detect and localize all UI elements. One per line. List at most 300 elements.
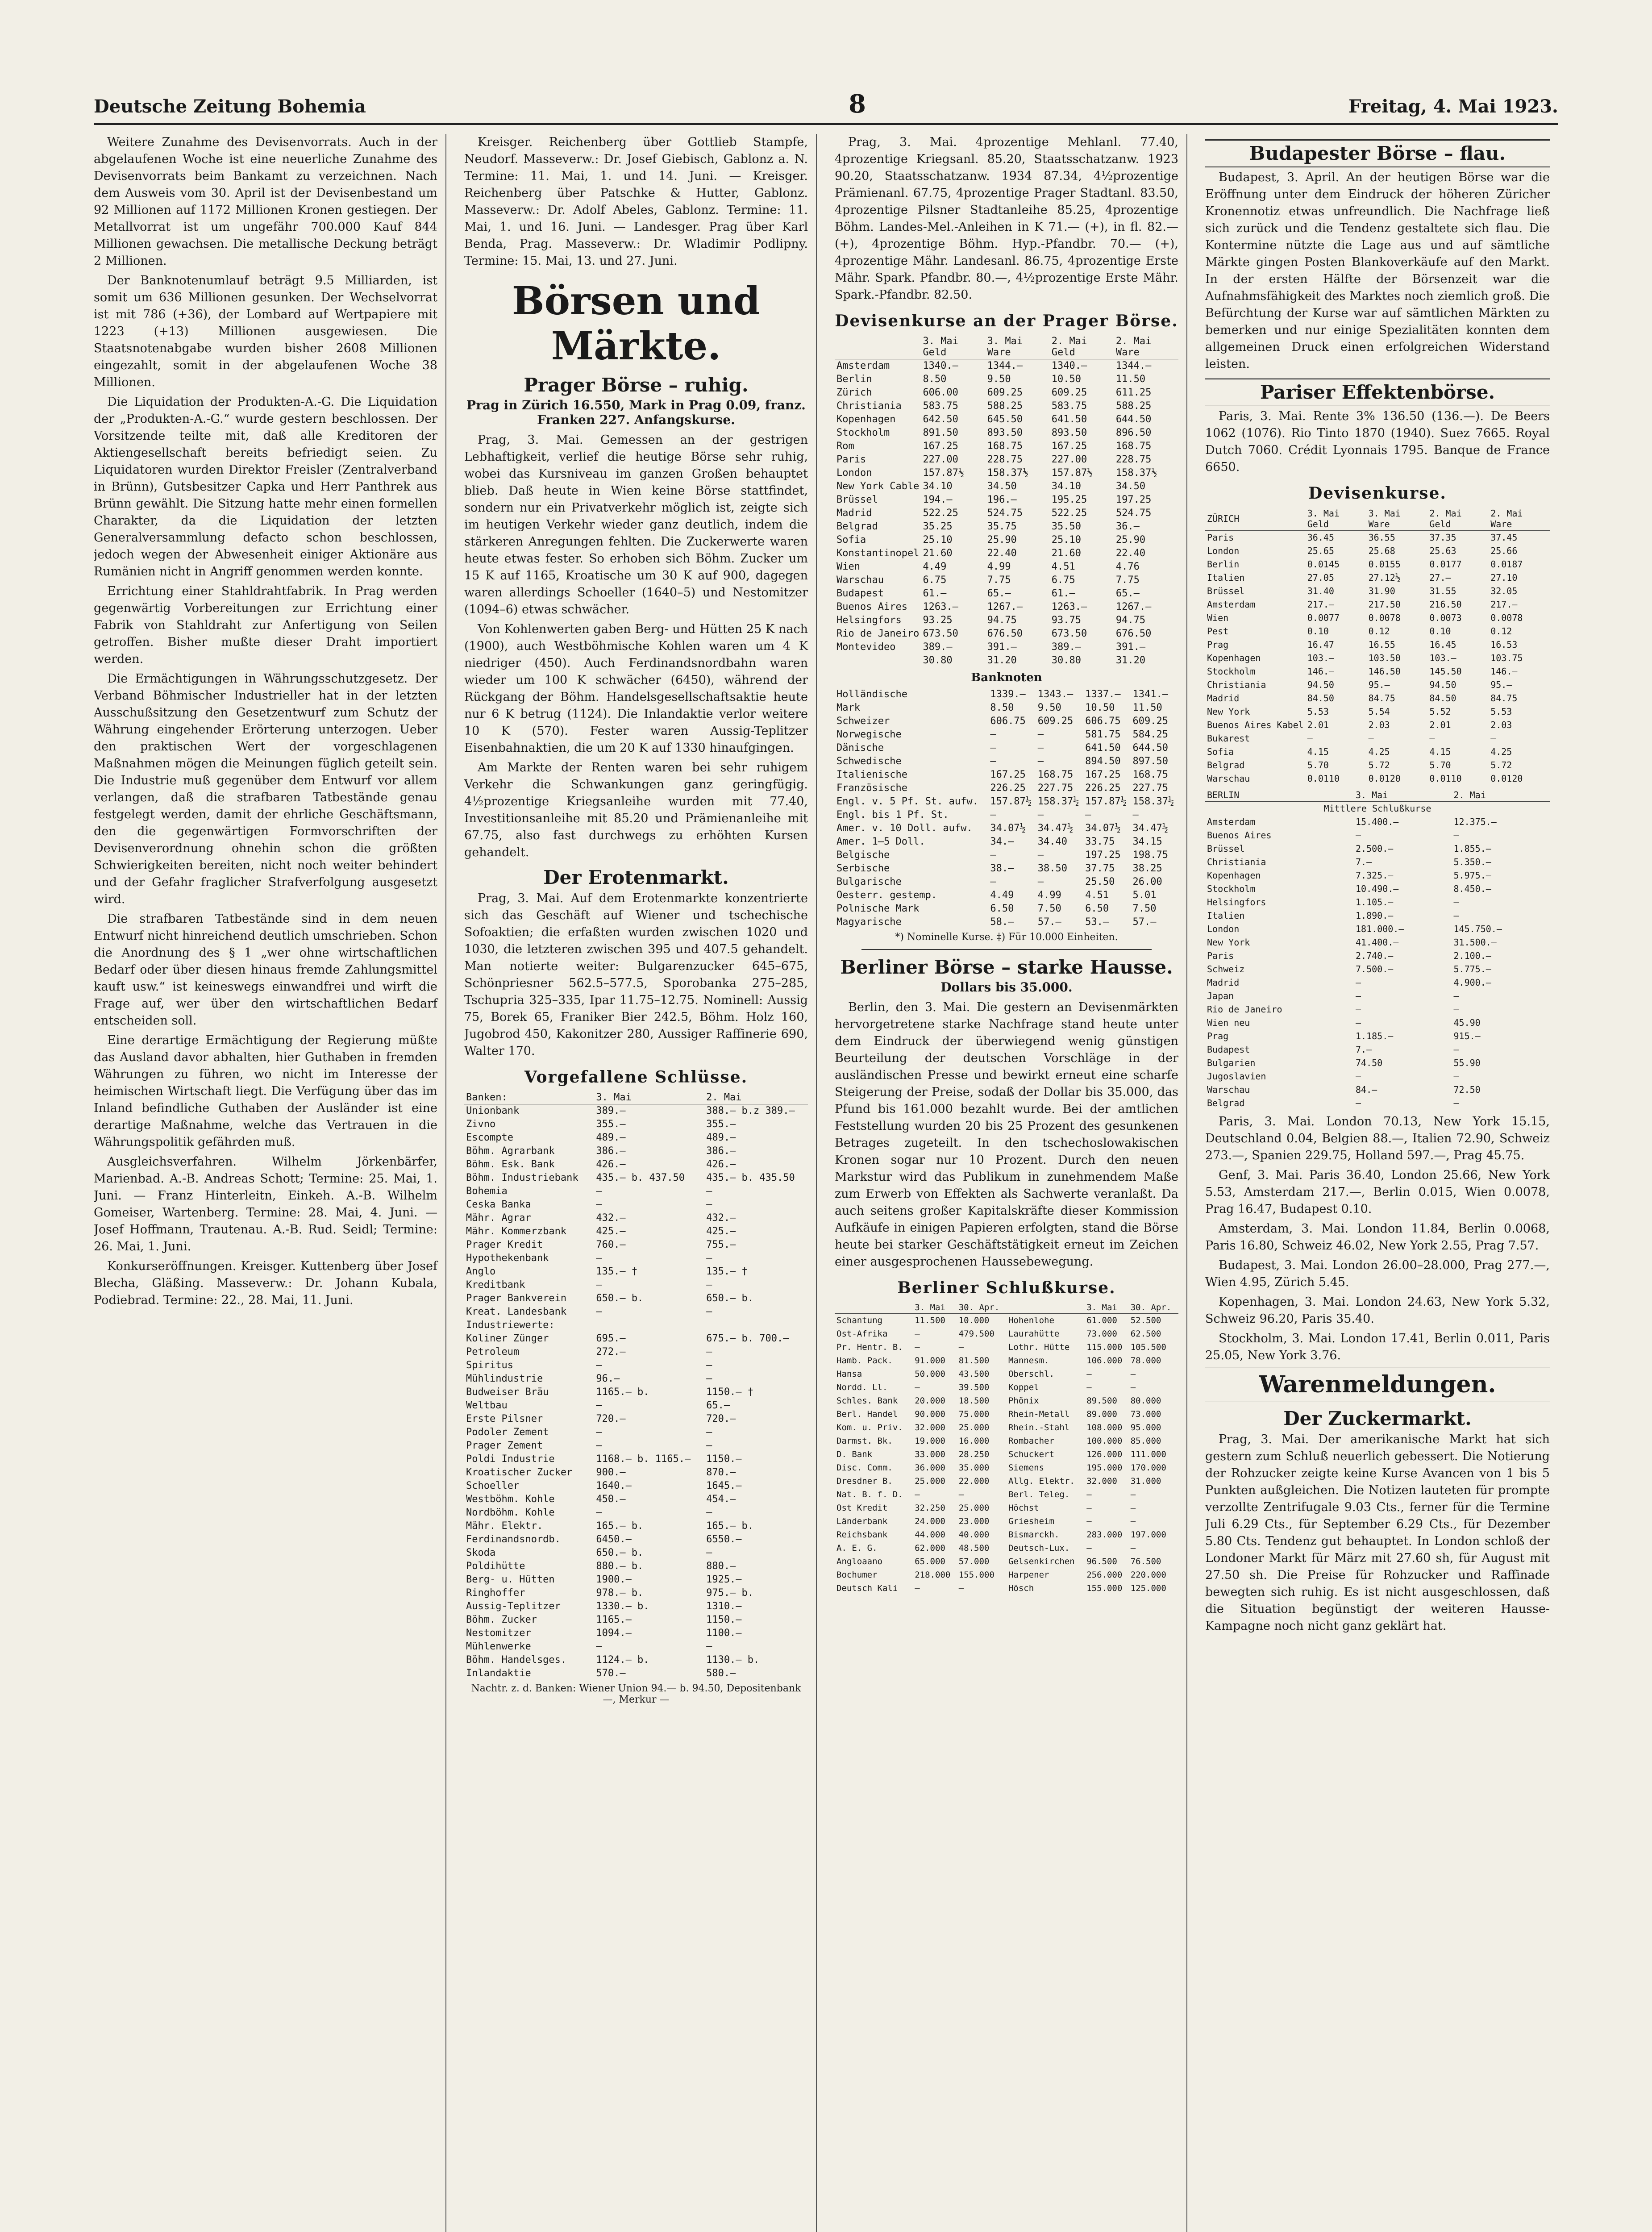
- table-cell: 90.000: [915, 1409, 945, 1419]
- table-cell: Mühlenwerke: [466, 1641, 531, 1652]
- table-row: [1205, 638, 1550, 651]
- table-row: [1205, 625, 1550, 638]
- table-cell: Poldihütte: [466, 1561, 525, 1572]
- table-row: [835, 1461, 1178, 1474]
- table-row: [1205, 1083, 1550, 1096]
- table-cell: 584.25: [1132, 729, 1169, 740]
- table-row: [1205, 1043, 1550, 1056]
- article-paragraph: Die strafbaren Tatbestände sind in dem neuen Entwurf nicht hinreichend deutlich umschrieben. Schon die Anordnung des § 1 „wer ohne wirtschaftlichen Bedarf oder über diesen hinaus fremde Zahlungsmittel kauft usw.“ ist keineswegs einwandfrei und wirft die Frage auf, wer über den wirtschaftlichen Bedarf entscheiden soll.: [94, 912, 437, 1028]
- table-cell: —: [1086, 1516, 1092, 1526]
- table-cell: New York Cable: [836, 481, 920, 492]
- table-cell: 2.01: [1429, 720, 1451, 730]
- table-cell: 425.—: [596, 1226, 626, 1237]
- table-header-cell: 2. Mai Geld: [1050, 335, 1114, 359]
- table-cell: Gelsenkirchen: [1008, 1557, 1075, 1566]
- table-cell: 227.75: [1132, 783, 1169, 794]
- table-row: [1205, 989, 1550, 1003]
- table-cell: Magyarische: [836, 916, 902, 928]
- table-cell: Wien neu: [1207, 1017, 1250, 1028]
- table-cell: London: [836, 467, 872, 479]
- table-cell: 25.66: [1490, 546, 1518, 556]
- table-row: [1205, 855, 1550, 869]
- table-cell: —: [1453, 1071, 1459, 1082]
- table-cell: 609.25: [987, 387, 1023, 398]
- table-header-cell: 2. Mai Ware: [1114, 335, 1178, 359]
- table-row: [464, 1171, 808, 1185]
- table-row: [835, 520, 1178, 533]
- table-cell: Rhein.-Stahl: [1008, 1423, 1070, 1432]
- table-cell: 84.75: [1490, 693, 1518, 704]
- table-row: [464, 1131, 808, 1145]
- table-cell: 30.80: [1051, 655, 1081, 666]
- table-cell: 580.—: [706, 1668, 736, 1679]
- table-cell: 386.—: [596, 1145, 626, 1157]
- table-row: [464, 1238, 808, 1252]
- table-cell: —: [1130, 1490, 1136, 1499]
- table-cell: 1263.—: [1051, 601, 1087, 612]
- table-cell: 7.50: [1037, 903, 1061, 914]
- table-cell: 22.000: [958, 1476, 990, 1486]
- table-cell: —: [958, 1342, 964, 1352]
- table-cell: 61.000: [1086, 1316, 1117, 1325]
- table-cell: London: [1207, 546, 1240, 556]
- table-cell: Berg- u. Hütten: [466, 1574, 555, 1585]
- table-cell: 61.—: [923, 588, 947, 599]
- closing-trades-title: Vorgefallene Schlüsse.: [524, 1068, 748, 1087]
- table-cell: 606.00: [923, 387, 958, 398]
- table-cell: 16.000: [958, 1436, 990, 1446]
- table-cell: 1344.—: [1115, 360, 1152, 371]
- table-cell: Montevideo: [836, 641, 896, 653]
- table-row: [835, 614, 1178, 627]
- table-cell: 84.50: [1429, 693, 1456, 704]
- table-row: [835, 480, 1178, 493]
- table-cell: 880.— b.: [596, 1561, 644, 1572]
- table-cell: 34.47½: [1037, 823, 1074, 834]
- table-cell: 228.75: [1115, 454, 1152, 465]
- table-cell: 32.000: [1086, 1476, 1117, 1486]
- table-cell: Nordböhm. Kohle: [466, 1507, 555, 1518]
- table-cell: —: [1356, 1017, 1361, 1028]
- table-cell: 900.—: [596, 1467, 626, 1478]
- article-paragraph: Konkurseröffnungen. Kreisger. Kuttenberg über Josef Blecha, Gläßing. Masseverw.: Dr. Johann Kubala, Podiebrad. Termine: 22., 28. Mai, 11. Juni.: [94, 1259, 437, 1307]
- article-paragraph: Die Liquidation der Produkten-A.-G. Die Liquidation der „Produkten-A.-G.“ wurde gestern beschlossen. Der Vorsitzende teilte mit, daß alle Kreditoren der Aktiengesellschaft bereits befriedigt seien. Zu Liquidatoren wurden Direktor Freisler (Zentralverband in Brünn), Gutsbesitzer Capka und Herr Panthrek aus Brünn gewählt. Die Sitzung hatte mehr einen formellen Charakter, da die Liquidation der letzten Generalversammlung defacto schon beschlossen, jedoch wegen der Abwesenheit einiger Aktionäre aus Rumänien nicht in Angriff genommen werden konnte.: [94, 395, 437, 579]
- table-cell: 195.25: [1051, 494, 1087, 505]
- paris-exchange-title: Pariser Effektenbörse.: [1205, 378, 1550, 406]
- table-cell: 155.000: [1086, 1583, 1123, 1593]
- table-cell: 34.10: [923, 481, 953, 492]
- table-cell: 1330.— b.: [596, 1601, 649, 1612]
- table-header-cell: 2. Mai Ware: [1489, 507, 1550, 531]
- table-row: [835, 741, 1178, 755]
- table-cell: 36.45: [1307, 532, 1334, 543]
- table-row: [835, 1488, 1178, 1501]
- table-cell: Oesterr. gestemp.: [836, 890, 937, 901]
- table-cell: 31.90: [1368, 586, 1395, 596]
- table-cell: 41.400.—: [1356, 937, 1399, 948]
- table-row: [835, 1314, 1178, 1328]
- table-cell: 1340.—: [1051, 360, 1087, 371]
- table-cell: 4.51: [1085, 890, 1109, 901]
- table-row: [835, 507, 1178, 520]
- table-row: [464, 1319, 808, 1332]
- article-paragraph: Ausgleichsverfahren. Wilhelm Jörkenbärfer, Marienbad. A.-B. Andreas Schott; Termine: 25. Mai, 1. Juni. — Franz Hinterleitn, Einkeh. A.-B. Wilhelm Gomeiser, Wartenberg. Termine: 28. Mai, 4. Juni. — Josef Hoffmann, Trautenau. A.-B. Rud. Seidl; Termine: 26. Mai, 1. Juni.: [94, 1155, 437, 1253]
- table-cell: Belgische: [836, 849, 890, 861]
- table-cell: 34.50: [1115, 481, 1146, 492]
- table-cell: 0.10: [1429, 626, 1451, 637]
- table-row: [464, 1158, 808, 1171]
- table-cell: Amsterdam: [836, 360, 890, 371]
- table-cell: Christiania: [836, 400, 902, 412]
- market-report-paragraph: Paris, 3. Mai. London 70.13, New York 15.15, Deutschland 0.04, Belgien 88.—, Italien 72.90, Schweiz 273.—, Spanien 229.75, Holland 597.—, Prag 45.75.: [1205, 1115, 1550, 1162]
- table-row: [464, 1613, 808, 1627]
- prague-exchange-title: Prager Börse – ruhig.: [524, 374, 749, 396]
- table-cell: Ost Kredit: [836, 1503, 888, 1513]
- table-cell: [594, 1319, 704, 1332]
- table-cell: Escompte: [466, 1132, 513, 1143]
- table-cell: 167.25: [1085, 769, 1121, 780]
- table-cell: Budapest: [836, 588, 884, 599]
- table-cell: Böhm. Zucker: [466, 1614, 537, 1625]
- table-cell: 155.000: [958, 1570, 995, 1580]
- table-cell: 755.—: [706, 1239, 736, 1250]
- table-row: [835, 574, 1178, 587]
- table-cell: 25.000: [958, 1423, 990, 1432]
- table-cell: 283.000: [1086, 1530, 1123, 1540]
- table-cell: Hypothekenbank: [466, 1253, 549, 1264]
- table-cell: Berlin: [1207, 559, 1240, 570]
- table-cell: Podoler Zement: [466, 1427, 549, 1438]
- table-cell: Erste Pilsner: [466, 1413, 543, 1424]
- table-cell: 644.50: [1115, 414, 1152, 425]
- table-row: [1205, 651, 1550, 665]
- table-cell: 0.0145: [1307, 559, 1340, 570]
- table-cell: 1165.— b.: [596, 1387, 649, 1398]
- table-cell: Nordd. Ll.: [836, 1383, 888, 1392]
- table-cell: Pr. Hentr. B.: [836, 1342, 903, 1352]
- table-row: [835, 373, 1178, 386]
- table-cell: 34.10: [1051, 481, 1081, 492]
- table-cell: Madrid: [836, 508, 872, 519]
- table-cell: Brüssel: [1207, 843, 1245, 854]
- table-cell: Schwedische: [836, 756, 902, 767]
- closing-footer: Nachtr. z. d. Banken: Wiener Union 94.— b. 94.50, Depositenbank —, Merkur —: [471, 1683, 801, 1705]
- table-row: [464, 1386, 808, 1399]
- table-cell: 31.20: [1115, 655, 1146, 666]
- table-cell: Amer. 1–5 Doll.: [836, 836, 925, 847]
- table-cell: 194.—: [923, 494, 953, 505]
- table-cell: Rhein-Metall: [1008, 1409, 1070, 1419]
- table-cell: 34.50: [987, 481, 1017, 492]
- table-row: [835, 1394, 1178, 1407]
- table-cell: Inlandaktie: [466, 1668, 531, 1679]
- table-cell: 94.75: [987, 615, 1017, 626]
- table-cell: 22.40: [987, 548, 1017, 559]
- table-row: [835, 1582, 1178, 1595]
- table-cell: Zivno: [466, 1119, 496, 1130]
- table-row: [835, 1407, 1178, 1421]
- table-row: [835, 916, 1178, 929]
- table-cell: 96.—: [596, 1373, 620, 1384]
- table-row: [1205, 895, 1550, 909]
- table-cell: 24.000: [915, 1516, 945, 1526]
- table-cell: Nat. B. f. D.: [836, 1490, 903, 1499]
- table-cell: 25.50: [1085, 876, 1115, 887]
- table-cell: 425.—: [706, 1226, 736, 1237]
- table-cell: 896.50: [1115, 427, 1152, 438]
- table-row: [835, 1555, 1178, 1568]
- table-cell: 62.000: [915, 1543, 945, 1553]
- issue-date: Freitag, 4. Mai 1923.: [1348, 96, 1558, 117]
- table-cell: Belgrad: [836, 521, 878, 532]
- table-cell: —: [915, 1342, 920, 1352]
- table-cell: 583.75: [1051, 400, 1087, 412]
- table-cell: Stockholm: [836, 427, 890, 438]
- table-cell: 34.07½: [990, 823, 1026, 834]
- table-cell: 111.000: [1130, 1449, 1166, 1459]
- table-row: [1205, 758, 1550, 772]
- table-row: [1205, 829, 1550, 842]
- table-header-cell: 3. Mai: [1354, 789, 1452, 802]
- table-row: [464, 1118, 808, 1131]
- table-cell: —: [1453, 1044, 1459, 1055]
- table-cell: 1094.—: [596, 1628, 632, 1639]
- table-cell: —: [596, 1279, 602, 1291]
- table-row: [1205, 922, 1550, 936]
- table-header-cell: 30. Apr.: [1129, 1302, 1178, 1314]
- table-cell: —: [1356, 1004, 1361, 1015]
- table-cell: Amsterdam: [1207, 599, 1256, 610]
- table-header-cell: ZÜRICH: [1205, 507, 1306, 531]
- table-cell: Hohenlohe: [1008, 1316, 1054, 1325]
- table-row: [835, 587, 1178, 600]
- table-row: [464, 1265, 808, 1278]
- table-row: [835, 466, 1178, 480]
- table-cell: 19.000: [915, 1436, 945, 1446]
- table-cell: —: [1037, 742, 1044, 754]
- table-cell: 641.50: [1051, 414, 1087, 425]
- table-cell: Griesheim: [1008, 1516, 1054, 1526]
- table-header-cell: [1007, 1302, 1085, 1314]
- table-cell: —: [706, 1253, 712, 1264]
- table-cell: 6.75: [1051, 575, 1075, 586]
- table-row: [464, 1573, 808, 1587]
- table-cell: 52.500: [1130, 1316, 1161, 1325]
- table-cell: 6550.—: [706, 1534, 742, 1545]
- table-cell: 0.0187: [1490, 559, 1523, 570]
- table-row: [464, 1506, 808, 1520]
- table-cell: —: [706, 1547, 712, 1558]
- table-cell: —: [1356, 977, 1361, 988]
- table-cell: —: [596, 1507, 602, 1518]
- table-cell: —: [915, 1383, 920, 1392]
- table-row: [1205, 815, 1550, 829]
- table-row: [835, 1568, 1178, 1582]
- table-cell: Prager Zement: [466, 1440, 543, 1451]
- table-cell: 135.— †: [596, 1266, 638, 1277]
- table-cell: 35.50: [1051, 521, 1081, 532]
- table-cell: 89.500: [1086, 1396, 1117, 1406]
- table-cell: Amer. v. 10 Doll. aufw.: [836, 823, 973, 834]
- table-cell: 355.—: [596, 1119, 626, 1130]
- table-cell: 609.25: [1132, 716, 1169, 727]
- table-cell: Petroleum: [466, 1346, 520, 1358]
- table-row: [835, 1501, 1178, 1515]
- table-cell: 915.—: [1453, 1031, 1481, 1041]
- table-cell: A. E. G.: [836, 1543, 878, 1553]
- table-cell: Höchst: [1008, 1503, 1039, 1513]
- table-cell: Stockholm: [1207, 666, 1256, 677]
- table-cell: 391.—: [1115, 641, 1146, 653]
- table-cell: Prager Kredit: [466, 1239, 543, 1250]
- table-cell: Aussig-Teplitzer: [466, 1601, 561, 1612]
- table-row: [464, 1252, 808, 1265]
- table-cell: 1640.—: [596, 1480, 632, 1491]
- table-cell: 609.25: [1051, 387, 1087, 398]
- table-cell: 272.—: [596, 1346, 626, 1358]
- table-header-cell: [835, 1302, 913, 1314]
- table-cell: —: [1453, 1004, 1459, 1015]
- table-cell: Schantung: [836, 1316, 882, 1325]
- table-cell: 720.—: [596, 1413, 626, 1424]
- table-cell: 28.250: [958, 1449, 990, 1459]
- table-row: [835, 902, 1178, 916]
- table-header-cell: 3. Mai: [913, 1302, 957, 1314]
- table-cell: 645.50: [987, 414, 1023, 425]
- table-cell: Westböhm. Kohle: [466, 1494, 555, 1505]
- table-cell: Sofia: [836, 534, 866, 546]
- table-cell: Engl. bis 1 Pf. St.: [836, 809, 949, 820]
- table-row: [835, 1528, 1178, 1541]
- table-row: [835, 654, 1178, 667]
- table-cell: 25.68: [1368, 546, 1395, 556]
- table-cell: Wien: [1207, 612, 1229, 623]
- table-cell: Budapest: [1207, 1044, 1250, 1055]
- table-cell: 181.000.—: [1356, 924, 1404, 934]
- table-row: [464, 1372, 808, 1386]
- table-cell: 74.50: [1356, 1058, 1383, 1068]
- table-row: [464, 1104, 808, 1118]
- table-row: [1205, 772, 1550, 785]
- table-cell: 35.25: [923, 521, 953, 532]
- table-cell: 93.25: [923, 615, 953, 626]
- banknotes-table: [835, 688, 1178, 929]
- table-cell: Italien: [1207, 572, 1245, 583]
- table-cell: Belgrad: [1207, 1098, 1245, 1108]
- table-cell: 588.25: [1115, 400, 1152, 412]
- table-cell: 0.0155: [1368, 559, 1401, 570]
- table-cell: 165.— b.: [706, 1520, 754, 1532]
- table-cell: Deutsch-Lux.: [1008, 1543, 1070, 1553]
- table-cell: Berl. Handel: [836, 1409, 898, 1419]
- table-cell: 220.000: [1130, 1570, 1166, 1580]
- table-cell: —: [1037, 849, 1044, 861]
- table-cell: 16.53: [1490, 639, 1518, 650]
- table-row: [835, 641, 1178, 654]
- table-cell: —: [1130, 1503, 1136, 1513]
- table-cell: 168.75: [1037, 769, 1074, 780]
- table-cell: 35.75: [987, 521, 1017, 532]
- table-cell: 217.—: [1307, 599, 1334, 610]
- table-cell: 0.12: [1368, 626, 1390, 637]
- table-cell: —: [1130, 1543, 1136, 1553]
- table-cell: —: [990, 809, 996, 820]
- table-cell: 524.75: [987, 508, 1023, 519]
- table-cell: 146.—: [1307, 666, 1334, 677]
- table-row: [835, 440, 1178, 453]
- table-cell: 8.450.—: [1453, 883, 1491, 894]
- table-cell: Französische: [836, 783, 907, 794]
- table-row: [464, 1145, 808, 1158]
- table-cell: 73.000: [1086, 1329, 1117, 1339]
- table-cell: 975.— b.: [706, 1587, 754, 1599]
- table-row: [835, 533, 1178, 547]
- table-cell: Disc. Comm.: [836, 1463, 893, 1473]
- table-cell: 10.50: [1085, 702, 1115, 713]
- article-paragraph: Weitere Zunahme des Devisenvorrats. Auch in der abgelaufenen Woche ist eine neuerliche Zunahme des Devisenvorrats beim Bankamt zu verzeichnen. Nach dem Ausweis vom 30. April ist der Devisenbestand um 92 Millionen auf 1172 Millionen Kronen gestiegen. Der Metallvorrat ist um ungefähr 700.000 Kauf 844 Millionen gewachsen. Die metallische Deckung beträgt 2 Millionen.: [94, 135, 437, 268]
- table-cell: 4.76: [1115, 561, 1140, 572]
- table-cell: —: [1085, 809, 1091, 820]
- table-cell: Mähr. Elektr.: [466, 1520, 543, 1532]
- berlin-closing-table: [835, 1302, 1178, 1595]
- table-cell: 65.000: [915, 1557, 945, 1566]
- table-cell: 355.—: [706, 1119, 736, 1130]
- table-cell: Helsingfors: [1207, 897, 1266, 908]
- table-cell: 94.75: [1115, 615, 1146, 626]
- table-cell: 1310.—: [706, 1601, 742, 1612]
- table-cell: 50.000: [915, 1369, 945, 1379]
- table-cell: D. Bank: [836, 1449, 873, 1459]
- section-title-markets: Börsen und Märkte.: [512, 279, 761, 369]
- table-cell: 103.—: [1307, 653, 1334, 663]
- berlin-rates-table: [1205, 789, 1550, 1110]
- table-cell: Oberschl.: [1008, 1369, 1054, 1379]
- table-header-cell: 3. Mai Ware: [986, 335, 1050, 359]
- table-row: [464, 1493, 808, 1506]
- table-cell: 105.500: [1130, 1342, 1166, 1352]
- table-row: [1205, 718, 1550, 732]
- table-row: [464, 1359, 808, 1372]
- table-cell: 38.—: [990, 863, 1014, 874]
- table-cell: 31.55: [1429, 586, 1456, 596]
- table-cell: 157.87½: [923, 467, 965, 479]
- table-header-cell: 3. Mai Geld: [1306, 507, 1367, 531]
- table-row: [464, 1198, 808, 1212]
- berlin-rates-subtitle: Mittlere Schlußkurse: [1323, 803, 1431, 814]
- table-cell: 36.55: [1368, 532, 1395, 543]
- table-cell: 10.490.—: [1356, 883, 1399, 894]
- table-cell: —: [990, 849, 996, 861]
- table-row: [1205, 598, 1550, 611]
- table-cell: 145.750.—: [1453, 924, 1502, 934]
- table-cell: 91.000: [915, 1356, 945, 1366]
- table-cell: 158.37½: [1115, 467, 1157, 479]
- table-cell: 158.37½: [1037, 796, 1079, 807]
- table-cell: Kom. u. Priv.: [836, 1423, 903, 1432]
- table-cell: 489.—: [706, 1132, 736, 1143]
- table-cell: 1168.— b. 1165.—: [596, 1453, 691, 1465]
- table-cell: 720.—: [706, 1413, 736, 1424]
- table-row: [835, 493, 1178, 507]
- table-cell: Paris: [1207, 950, 1234, 961]
- table-cell: Nestomitzer: [466, 1628, 531, 1639]
- table-cell: 167.25: [1051, 441, 1087, 452]
- table-row: [1205, 936, 1550, 949]
- table-cell: 1341.—: [1132, 689, 1169, 700]
- table-row: [1205, 691, 1550, 705]
- table-row: [464, 1278, 808, 1292]
- table-cell: 0.0110: [1307, 773, 1340, 784]
